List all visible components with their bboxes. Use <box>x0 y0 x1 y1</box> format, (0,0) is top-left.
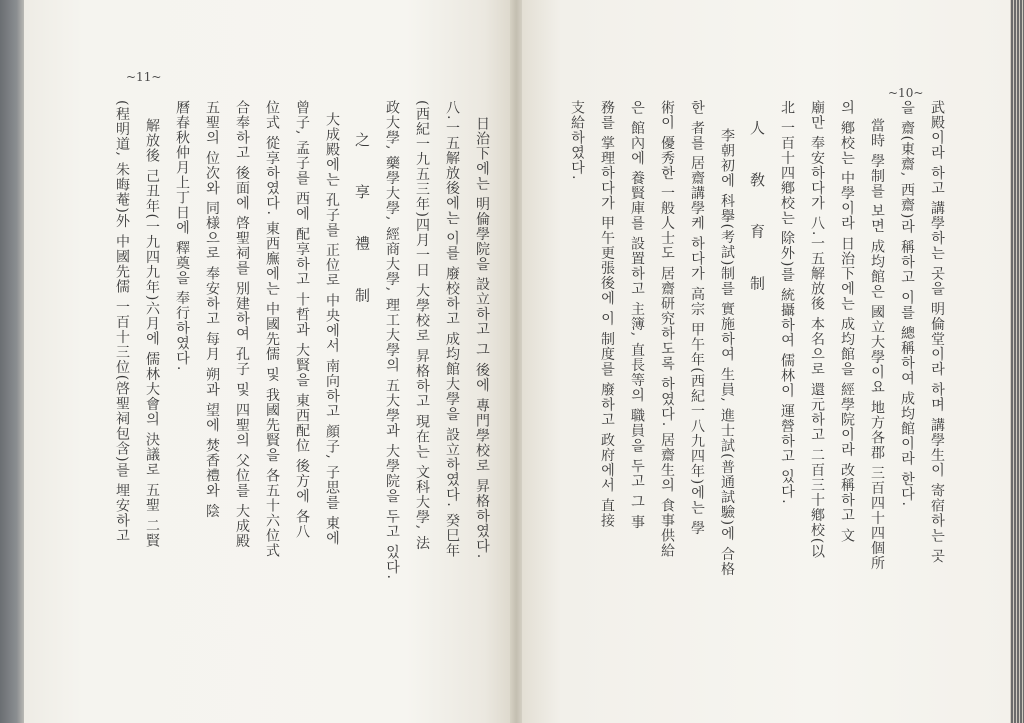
page-number-left: ~11~ <box>126 70 162 84</box>
text-column: 政大學, 藥學大學, 經商大學, 理工大學의 五大學과 大學院을 두고 있다. <box>384 100 400 580</box>
text-column: 은 館內에 養賢庫를 設置하고 主簿, 直長等의 職員을 두고 그 事 <box>629 100 645 530</box>
text-column: (程明道, 朱晦菴)外 中國先儒 一百十三位(啓聖祠包含)를 埋安하고 <box>114 100 130 544</box>
text-column: 廟만 奉安하다가 八.一五解放後 本名으로 還元하고 二百三十鄕校(以 <box>809 100 825 560</box>
text-column: 의 鄕校는 中學이라 日治下에는 成均館을 經學院이라 改稱하고 文 <box>839 100 855 544</box>
text-column: 術이 優秀한 一般人士도 居齋研究하도록 하였다. 居齋生의 食事供給 <box>659 100 675 559</box>
text-column: 解放後 己丑年(一九四九年)六月에 儒林大會의 決議로 五聖 二賢 <box>144 118 160 549</box>
text-column: 李朝初에 科擧(考試)制를 實施하여 生員, 進士試(普通試驗)에 合格 <box>719 128 735 577</box>
text-column: 八.一五解放後에는 이를 廢校하고 成均館大學을 設立하였다. 癸巳年 <box>444 100 460 559</box>
text-column: 位式 從享하였다. 東西廡에는 中國先儒 및 我國先賢을 各五十六位式 <box>264 100 280 559</box>
section-heading: 人 敎 育 制 <box>748 120 766 307</box>
text-column: 大成殿에는 孔子를 正位로 中央에서 南向하고 顔子, 子思를 東에 <box>324 112 340 546</box>
text-column: 曆春秋仲月上丁日에 釋奠을 奉行하였다. <box>174 100 190 372</box>
page-number-right: ~10~ <box>888 86 924 100</box>
text-column: 務를 掌理하다가 甲午更張後에 이 制度를 廢하고 政府에서 直接 <box>599 100 615 529</box>
text-column: 合奉하고 後面에 啓聖祠를 別建하여 孔子 및 四聖의 父位를 大成殿 <box>234 100 250 549</box>
text-column: 當時 學制를 보면 成均館은 國立大學이요 地方各郡 三百四十四個所 <box>869 118 885 571</box>
text-column: 을 齋(東齋, 西齋)라 稱하고 이를 總稱하여 成均館이라 한다. <box>899 100 915 507</box>
section-heading: 之 享 禮 制 <box>353 132 371 319</box>
scan-left-edge <box>0 0 24 723</box>
text-column: 北 一百十四鄕校는 除外)를 統攝하여 儒林이 運營하고 있다. <box>779 100 795 505</box>
page-edges <box>1010 0 1024 723</box>
text-column: 한 者를 居齋講學케 하다가 高宗 甲午年(西紀一八九四年)에는 學 <box>689 100 705 536</box>
text-column: 曾子, 孟子를 西에 配享하고 十哲과 大賢을 東西配位 後方에 各八 <box>294 100 310 540</box>
text-column: 五聖의 位次와 同様으로 奉安하고 每月 朔과 望에 焚香禮와 陰 <box>204 100 220 519</box>
text-column: 武殿이라 하고 講學하는 곳을 明倫堂이라 하며 講學生이 寄宿하는 곳 <box>929 100 945 564</box>
text-column: 支給하였다. <box>569 100 585 181</box>
text-column: (西紀一九五三年)四月一日 大學校로 昇格하고 現在는 文科大學, 法 <box>414 100 430 551</box>
text-column: 日治下에는 明倫學院을 設立하고 그 後에 專門學校로 昇格하였다. <box>474 116 490 560</box>
